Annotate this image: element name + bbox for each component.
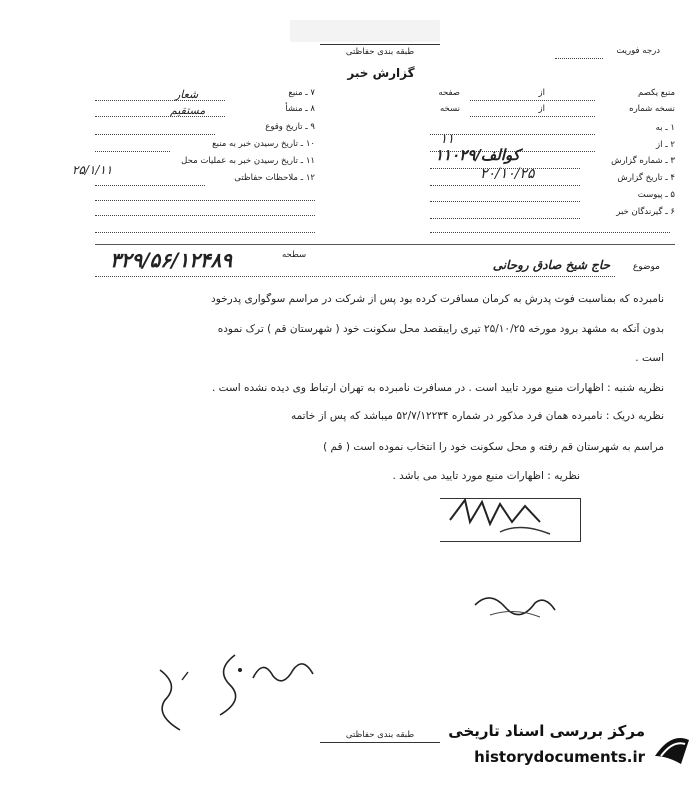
handwritten-note-2 xyxy=(205,650,255,720)
body-line-5: نظریه دریک : نامبرده همان فرد مذکور در شماره ۵۲/۷/۱۲۲۳۴ میباشد که پس از خاتمه xyxy=(290,410,664,422)
left-source-value: شعار xyxy=(175,88,199,101)
left-line-9 xyxy=(95,232,315,233)
right-line-9 xyxy=(430,232,670,233)
right-line-3 xyxy=(430,134,595,135)
right-field-from: ۲ ـ از xyxy=(656,140,675,150)
classification-top: طبقه بندی حفاظتی xyxy=(320,44,440,57)
right-field-2: نسخه شماره xyxy=(629,104,675,114)
body-line-4: نظریه شنبه : اظهارات منبع مورد تایید است . در مسافرت نامبرده به تهران ارتباط وی دیده نشده است . xyxy=(211,382,664,394)
body-line-1: نامبرده که بمناسبت فوت پدرش به کرمان مسافرت کرده بود پس از شرکت در مراسم سوگواری پدرخود xyxy=(211,293,664,305)
left-field-received-source: ۱۰ ـ تاریخ رسیدن خبر به منبع xyxy=(212,139,315,149)
header-smudge xyxy=(290,20,440,42)
left-line-6 xyxy=(95,185,205,186)
right-field-1: منبع یکصم xyxy=(638,88,675,98)
right-field-to: ۱ ـ به xyxy=(655,123,675,133)
left-origin-value: مستقیم xyxy=(170,104,206,117)
right-field-report-number: ۳ ـ شماره گزارش xyxy=(611,156,675,166)
stamp-note: سطحه xyxy=(282,250,307,260)
right-line-2 xyxy=(470,116,595,117)
left-line-3 xyxy=(95,134,215,135)
left-field-security: ۱۲ ـ ملاحظات حفاظتی xyxy=(234,173,315,183)
report-title: گزارش خبر xyxy=(347,66,415,80)
report-date-handwritten: ۲۰/۱۰/۲۵ xyxy=(480,166,535,182)
watermark-logo xyxy=(649,726,693,770)
left-received-ops-value: ۲۵/۱/۱۱ xyxy=(72,163,113,177)
signature-center xyxy=(470,585,560,625)
priority-line xyxy=(555,58,603,59)
left-line-2 xyxy=(95,116,225,117)
left-line-4 xyxy=(95,151,170,152)
left-field-source: ۷ ـ منبع xyxy=(288,88,315,98)
watermark-url: historydocuments.ir xyxy=(474,748,645,766)
right-field-attachment: ۵ ـ پیوست xyxy=(637,190,675,200)
handwritten-note-3 xyxy=(150,660,200,740)
right-field-2-of: از xyxy=(538,104,545,114)
priority-label: درجه فوریت xyxy=(616,46,660,56)
right-line-6 xyxy=(430,185,580,186)
watermark-name: مرکز بررسی اسناد تاریخی xyxy=(448,722,645,740)
right-field-2-extra: نسخه xyxy=(440,104,460,114)
subject-line xyxy=(95,276,615,277)
right-line-7 xyxy=(430,201,580,202)
body-line-2: بدون آنکه به مشهد برود مورخه ۲۵/۱۰/۲۵ تیری رایبقصد محل سکونت خود ( شهرستان قم ) ترک نموده xyxy=(217,323,664,335)
left-field-origin: ۸ ـ منشأ xyxy=(285,104,315,114)
body-line-7: نظریه : اظهارات منبع مورد تایید می باشد . xyxy=(392,470,580,482)
signature-scribble-1 xyxy=(440,492,580,542)
left-line-1 xyxy=(95,100,225,101)
handwritten-note-1 xyxy=(248,648,318,698)
body-line-3: است . xyxy=(635,352,664,364)
right-line-1 xyxy=(470,100,595,101)
right-field-1-of: از xyxy=(538,88,545,98)
left-line-8 xyxy=(95,215,315,216)
file-number: ۳۲۹/۵۶/۱۲۴۸۹ xyxy=(110,248,233,272)
header-divider xyxy=(95,244,675,245)
classification-bottom: طبقه بندی حفاظتی xyxy=(320,730,440,743)
right-line-8 xyxy=(430,218,580,219)
right-field-recipients: ۶ ـ گیرندگان خبر xyxy=(616,207,675,217)
body-line-6: مراسم به شهرستان قم رفته و محل سکونت خود را انتخاب نموده است ( قم ) xyxy=(323,441,664,453)
left-line-7 xyxy=(95,200,315,201)
left-field-received-ops: ۱۱ ـ تاریخ رسیدن خبر به عملیات محل xyxy=(181,156,315,166)
right-field-report-date: ۴ ـ تاریخ گزارش xyxy=(617,173,675,183)
subject-value: حاج شیخ صادق روحانی xyxy=(492,258,610,272)
report-number-handwritten: ۱۱۰۲۹/کوالف xyxy=(435,146,520,164)
subject-label: موضوع xyxy=(632,262,660,272)
left-field-occurrence: ۹ ـ تاریخ وقوع xyxy=(265,122,315,132)
right-field-1-extra: صفحه xyxy=(438,88,460,98)
from-handwritten: ۱۱ xyxy=(440,132,454,147)
watermark xyxy=(420,720,695,780)
